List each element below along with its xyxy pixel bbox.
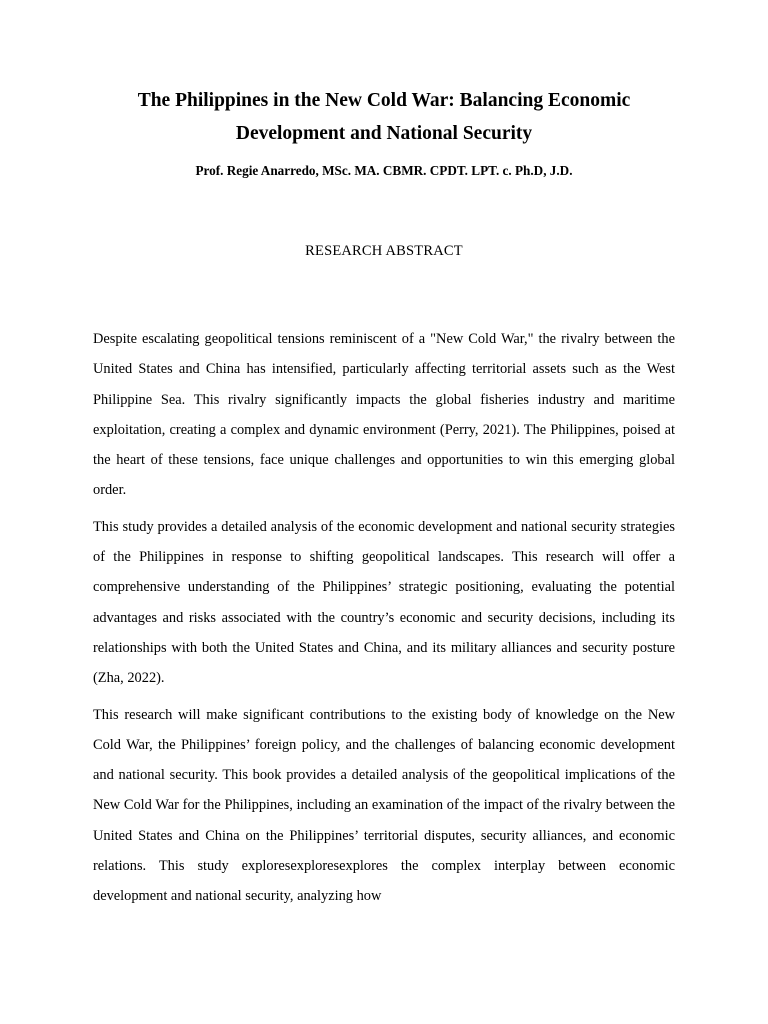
author-line: Prof. Regie Anarredo, MSc. MA. CBMR. CPDT. LPT. c. Ph.D, J.D.: [195, 163, 573, 178]
abstract-paragraph-3: This research will make significant contributions to the existing body of knowledge on the New Cold War, the Philippines’ foreign policy, and the challenges of balancing economic development and national security. This book provides a detailed analysis of the geopolitical implications of the New Cold War for the Philippines, including an examination of the impact of the rivalry between the United States and China on the Philippines’ territorial disputes, security alliances, and economic relations. This study exploresexploresexplores the complex interplay between economic development and national security, analyzing how: [93, 706, 675, 905]
abstract-paragraph-1: Despite escalating geopolitical tensions reminiscent of a "New Cold War," the rivalry between the United States and China has intensified, particularly affecting territorial assets such as the West Philippine Sea. This rivalry significantly impacts the global fisheries industry and maritime exploitation, creating a complex and dynamic environment (Perry, 2021). The Philippines, poised at the heart of these tensions, face unique challenges and opportunities to win this emerging global order.: [93, 331, 675, 499]
paper-title-line-2: Development and National Security: [235, 123, 533, 144]
paper-title: [60, 84, 708, 150]
abstract-paragraph-2: This study provides a detailed analysis of the economic development and national security strategies of the Philippines in response to shifting geopolitical landscapes. This research will offer a comprehensive understanding of the Philippines’ strategic positioning, evaluating the potential advantages and risks associated with the country’s economic and security decisions, including its relationships with both the United States and China, and its military alliances and security posture (Zha, 2022).: [93, 518, 675, 687]
paper-title-line-1: The Philippines in the New Cold War: Balancing Economic: [137, 90, 631, 111]
section-heading: RESEARCH ABSTRACT: [305, 243, 463, 259]
abstract-body: [93, 324, 675, 918]
